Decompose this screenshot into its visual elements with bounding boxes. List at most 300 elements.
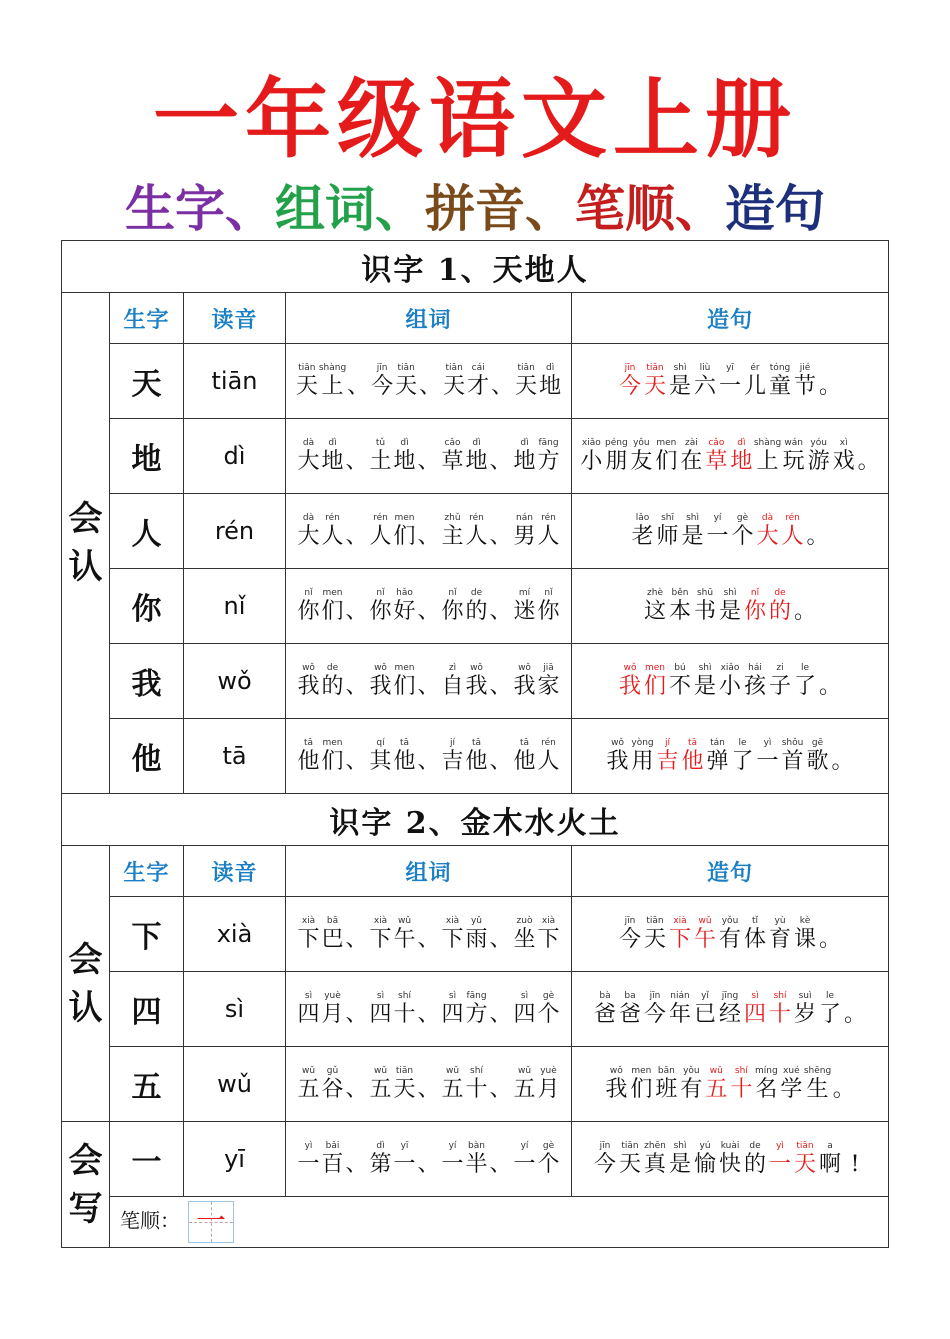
sentence-char <box>618 663 643 700</box>
separator-mark: 、 <box>417 448 440 474</box>
pinyin-annotation: fāng <box>466 990 487 1001</box>
separator <box>418 363 442 400</box>
word-combinations <box>286 1122 572 1197</box>
new-character: 下 <box>110 897 184 972</box>
pinyin-annotation: cǎo <box>708 437 725 448</box>
sentence-char <box>618 363 643 400</box>
pinyin-annotation: wǔ <box>445 1065 460 1076</box>
hanzi: 自 <box>441 673 464 699</box>
separator-mark: 、 <box>417 1151 440 1177</box>
word-char <box>393 588 417 625</box>
separator <box>489 1066 513 1103</box>
sentence-char <box>693 663 718 700</box>
separator-mark: 、 <box>417 1001 440 1027</box>
hanzi: 。 <box>806 523 829 549</box>
separator-mark: 、 <box>489 748 512 774</box>
word-char <box>369 991 393 1028</box>
pinyin-annotation: tā <box>687 737 698 748</box>
pinyin-annotation: jīng <box>721 990 739 1001</box>
hanzi: 们 <box>321 598 344 624</box>
sentence-char <box>679 438 704 475</box>
pinyin-annotation: dì <box>520 437 529 448</box>
word-char <box>321 438 345 475</box>
hanzi: 的 <box>744 1151 767 1177</box>
pinyin-annotation: xià <box>445 915 460 926</box>
pinyin-annotation: men <box>322 587 343 598</box>
pinyin-annotation: nǐ <box>376 587 385 598</box>
word-char <box>393 663 417 700</box>
word-char <box>393 1141 417 1178</box>
hanzi: 节 <box>794 373 817 399</box>
hanzi: 人 <box>537 523 560 549</box>
pinyin-annotation: shì <box>686 512 699 523</box>
pinyin-annotation: tiān <box>621 1140 639 1151</box>
pinyin-annotation: wǔ <box>517 1065 532 1076</box>
example-sentence <box>572 419 889 494</box>
sentence-char <box>743 588 768 625</box>
sentence-char <box>743 916 768 953</box>
sentence-char <box>718 663 743 700</box>
separator-mark: 、 <box>419 373 442 399</box>
hanzi: 爸 <box>619 1001 642 1027</box>
separator <box>417 588 441 625</box>
pinyin-annotation: wǔ <box>709 1065 723 1076</box>
pinyin-annotation: dì <box>472 437 481 448</box>
sentence-char <box>779 1066 804 1103</box>
hanzi: 四 <box>513 1001 536 1027</box>
hanzi: 五 <box>513 1076 536 1102</box>
pinyin-annotation: men <box>656 437 677 448</box>
word-char <box>537 738 561 775</box>
separator <box>489 438 513 475</box>
pinyin-annotation: shì <box>673 1140 687 1151</box>
word-char <box>441 1141 465 1178</box>
side-label <box>62 1122 110 1248</box>
word-char <box>370 363 394 400</box>
pinyin-annotation: nǐ <box>544 587 553 598</box>
pinyin-annotation: zuò <box>516 915 533 926</box>
word-combinations <box>286 1047 572 1122</box>
table-row <box>62 1122 889 1197</box>
pinyin-annotation: tiān <box>445 362 463 373</box>
pinyin-annotation: bǎi <box>325 1140 340 1151</box>
hanzi: 下 <box>441 926 464 952</box>
pinyin-annotation: ba <box>624 990 636 1001</box>
hanzi: 体 <box>744 926 767 952</box>
sentence-char <box>768 991 793 1028</box>
hanzi: 迷 <box>513 598 536 624</box>
hanzi: 一 <box>513 1151 536 1177</box>
stroke-character: 一 <box>196 1204 226 1239</box>
hanzi: 巴 <box>321 926 344 952</box>
hanzi: ! <box>850 1151 860 1177</box>
pinyin-annotation: wǔ <box>301 1065 316 1076</box>
pinyin-annotation: hǎo <box>396 587 413 598</box>
table-row <box>62 569 889 644</box>
word-char <box>297 513 321 550</box>
separator <box>345 991 369 1028</box>
pinyin-annotation: yǒu <box>633 437 650 448</box>
pinyin-annotation: men <box>394 662 415 673</box>
hanzi: 育 <box>769 926 792 952</box>
hanzi: 我 <box>606 748 629 774</box>
section-title-row <box>62 794 889 846</box>
sentence-char <box>843 991 868 1028</box>
separator <box>345 1066 369 1103</box>
hanzi: 学 <box>780 1076 803 1102</box>
separator-mark: 、 <box>489 1001 512 1027</box>
column-header-words: 组词 <box>286 293 572 344</box>
sentence-char <box>680 513 705 550</box>
side-label-char: 会 <box>68 499 103 539</box>
sentence-char <box>818 363 843 400</box>
word-combinations <box>286 419 572 494</box>
character-pinyin: tā <box>184 719 286 794</box>
hanzi: 子 <box>769 673 792 699</box>
separator <box>489 513 513 550</box>
stroke-order-row <box>62 1197 889 1248</box>
hanzi: 下 <box>537 926 560 952</box>
hanzi: 们 <box>393 523 416 549</box>
separator-mark: 、 <box>345 748 368 774</box>
pinyin-annotation: de <box>749 1140 761 1151</box>
pinyin-annotation: wǒ <box>302 662 315 673</box>
hanzi: 课 <box>794 926 817 952</box>
sentence-char <box>780 738 805 775</box>
word-char <box>441 438 465 475</box>
word-char <box>393 1066 417 1103</box>
word-char <box>514 363 538 400</box>
pinyin-annotation: sì <box>751 990 759 1001</box>
sentence-char <box>755 513 780 550</box>
hanzi: 大 <box>297 523 320 549</box>
hanzi: 才 <box>467 373 490 399</box>
hanzi: 的 <box>769 598 792 624</box>
sentence-char <box>805 513 830 550</box>
hanzi: 天 <box>644 373 667 399</box>
hanzi: 你 <box>744 598 767 624</box>
sentence-char <box>655 513 680 550</box>
hanzi: 六 <box>694 373 717 399</box>
word-char <box>321 916 345 953</box>
pinyin-annotation: xì <box>839 437 848 448</box>
sentence-char <box>793 1141 818 1178</box>
hanzi: 友 <box>630 448 653 474</box>
hanzi: 这 <box>644 598 667 624</box>
separator-mark: 、 <box>489 926 512 952</box>
pinyin-annotation: tǔ <box>375 437 386 448</box>
example-sentence <box>572 972 889 1047</box>
hanzi: 你 <box>297 598 320 624</box>
hanzi: 我 <box>513 673 536 699</box>
character-pinyin: sì <box>184 972 286 1047</box>
subtitle-part: 造句 <box>725 179 825 238</box>
hanzi: 人 <box>369 523 392 549</box>
pinyin-annotation: rén <box>469 512 484 523</box>
new-character: 四 <box>110 972 184 1047</box>
pinyin-annotation: yòng <box>631 737 654 748</box>
pinyin-annotation: wán <box>784 437 803 448</box>
separator-mark: 、 <box>345 598 368 624</box>
word-combinations <box>286 494 572 569</box>
hanzi: 地 <box>393 448 416 474</box>
stroke-order-cell <box>110 1197 889 1248</box>
hanzi: 人 <box>781 523 804 549</box>
separator <box>489 738 513 775</box>
hanzi: 是 <box>694 673 717 699</box>
sentence-char <box>806 438 831 475</box>
pinyin-annotation: rén <box>785 512 800 523</box>
separator-mark: 、 <box>417 748 440 774</box>
word-char <box>393 916 417 953</box>
hanzi: 他 <box>681 748 704 774</box>
hanzi: 一 <box>297 1151 320 1177</box>
word-char <box>441 1066 465 1103</box>
hanzi: 今 <box>619 926 642 952</box>
word-char <box>537 663 561 700</box>
hanzi: 天 <box>644 926 667 952</box>
hanzi: 吉 <box>441 748 464 774</box>
section-title: 识字 1、天地人 <box>62 241 889 293</box>
column-header-sentence: 造句 <box>572 293 889 344</box>
pinyin-annotation: xià <box>673 915 687 926</box>
sentence-char <box>605 738 630 775</box>
pinyin-annotation: tā <box>471 737 482 748</box>
pinyin-annotation: jīn <box>376 362 388 373</box>
separator <box>417 916 441 953</box>
page-title: 一年级语文上册 <box>153 70 797 170</box>
pinyin-annotation: shí <box>734 1065 748 1076</box>
hanzi: 了 <box>819 1001 842 1027</box>
word-char <box>369 738 393 775</box>
word-char <box>297 588 321 625</box>
hanzi: 家 <box>537 673 560 699</box>
sentence-char <box>579 438 604 475</box>
subtitle-part: 笔顺、 <box>575 179 725 238</box>
sentence-char <box>831 438 856 475</box>
hanzi: 他 <box>297 748 320 774</box>
side-label <box>62 846 110 1122</box>
word-char <box>465 738 489 775</box>
pinyin-annotation: bān <box>657 1065 675 1076</box>
sentence-char <box>743 991 768 1028</box>
section-title: 识字 2、金木水火土 <box>62 794 889 846</box>
example-sentence <box>572 344 889 419</box>
pinyin-annotation: péng <box>605 437 628 448</box>
separator-mark: 、 <box>345 926 368 952</box>
word-char <box>513 513 537 550</box>
word-char <box>319 363 346 400</box>
pinyin-annotation: nǐ <box>304 587 313 598</box>
hanzi: 五 <box>705 1076 728 1102</box>
hanzi: 是 <box>719 598 742 624</box>
pinyin-annotation: ér <box>750 362 760 373</box>
new-character: 一 <box>110 1122 184 1197</box>
sentence-char <box>679 1066 704 1103</box>
word-char <box>513 991 537 1028</box>
hanzi: 朋 <box>605 448 628 474</box>
pinyin-annotation: tiān <box>796 1140 814 1151</box>
hanzi: 是 <box>669 373 692 399</box>
word-char <box>321 1141 345 1178</box>
pinyin-annotation: sì <box>448 990 457 1001</box>
hanzi: 童 <box>769 373 792 399</box>
pinyin-annotation: dà <box>302 512 315 523</box>
sentence-char <box>655 738 680 775</box>
hanzi: 孩 <box>744 673 767 699</box>
separator <box>489 1141 513 1178</box>
pinyin-annotation: wǒ <box>623 662 637 673</box>
word-char <box>513 663 537 700</box>
new-character: 地 <box>110 419 184 494</box>
hanzi: 月 <box>537 1076 560 1102</box>
pinyin-annotation: suì <box>798 990 812 1001</box>
pinyin-annotation: shàng <box>318 362 347 373</box>
hanzi: 地 <box>321 448 344 474</box>
hanzi: 男 <box>513 523 536 549</box>
pinyin-annotation: wǒ <box>611 737 624 748</box>
hanzi: 的 <box>321 673 344 699</box>
hanzi: 吉 <box>656 748 679 774</box>
word-char <box>513 438 537 475</box>
hanzi: 天 <box>393 1076 416 1102</box>
sentence-char <box>793 663 818 700</box>
hanzi: 了 <box>731 748 754 774</box>
pinyin-annotation: yì <box>304 1140 313 1151</box>
word-char <box>321 738 345 775</box>
hanzi: 们 <box>321 748 344 774</box>
pinyin-annotation: yóu <box>810 437 827 448</box>
hanzi: 。 <box>819 373 842 399</box>
example-sentence <box>572 719 889 794</box>
word-char <box>465 1066 489 1103</box>
hanzi: 啊 <box>819 1151 842 1177</box>
pinyin-annotation: zhēn <box>644 1140 666 1151</box>
sentence-char <box>818 991 843 1028</box>
hanzi: 上 <box>756 448 779 474</box>
sentence-char <box>629 1066 654 1103</box>
sentence-char <box>768 363 793 400</box>
sentence-char <box>654 1066 679 1103</box>
word-char <box>465 438 489 475</box>
hanzi: 岁 <box>794 1001 817 1027</box>
hanzi: 有 <box>719 926 742 952</box>
hanzi: 草 <box>441 448 464 474</box>
pinyin-annotation: liù <box>699 362 711 373</box>
separator <box>345 916 369 953</box>
sentence-char <box>718 916 743 953</box>
pinyin-annotation: tā <box>399 737 410 748</box>
sentence-char <box>768 663 793 700</box>
word-char <box>513 588 537 625</box>
pinyin-annotation: míng <box>755 1065 778 1076</box>
hanzi: 已 <box>694 1001 717 1027</box>
sentence-char <box>730 738 755 775</box>
sentence-char <box>743 1141 768 1178</box>
word-char <box>369 438 393 475</box>
column-header-words: 组词 <box>286 846 572 897</box>
sentence-char <box>704 1066 729 1103</box>
hanzi: 小 <box>580 448 603 474</box>
hanzi: 一 <box>769 1151 792 1177</box>
sentence-char <box>818 1141 843 1178</box>
character-pinyin: wǔ <box>184 1047 286 1122</box>
pinyin-annotation: tā <box>303 737 314 748</box>
sentence-char <box>618 991 643 1028</box>
table-row <box>62 644 889 719</box>
word-char <box>321 991 345 1028</box>
hanzi: 。 <box>819 673 842 699</box>
pinyin-annotation: yī <box>726 362 734 373</box>
pinyin-annotation: le <box>800 662 810 673</box>
sentence-char <box>618 1141 643 1178</box>
column-header-row <box>62 846 889 897</box>
word-char <box>441 738 465 775</box>
separator-mark: 、 <box>491 373 514 399</box>
sentence-char <box>668 363 693 400</box>
pinyin-annotation: xiǎo <box>720 662 740 673</box>
sentence-char <box>804 1066 831 1103</box>
word-char <box>537 1066 561 1103</box>
hanzi: 下 <box>669 926 692 952</box>
hanzi: 我 <box>369 673 392 699</box>
hanzi: 经 <box>719 1001 742 1027</box>
hanzi: 个 <box>731 523 754 549</box>
separator-mark: 、 <box>417 598 440 624</box>
hanzi: 你 <box>369 598 392 624</box>
hanzi: 土 <box>369 448 392 474</box>
hanzi: 是 <box>681 523 704 549</box>
sentence-char <box>805 738 830 775</box>
hanzi: 下 <box>297 926 320 952</box>
hanzi: 其 <box>369 748 392 774</box>
vocabulary-table <box>61 240 889 1248</box>
pinyin-annotation: bú <box>674 662 686 673</box>
separator-mark: 、 <box>345 1151 368 1177</box>
table-row <box>62 719 889 794</box>
pinyin-annotation: xiǎo <box>581 437 601 448</box>
sentence-char <box>593 1141 618 1178</box>
pinyin-annotation: tǐ <box>752 915 759 926</box>
pinyin-annotation: fāng <box>538 437 559 448</box>
pinyin-annotation: le <box>738 737 747 748</box>
pinyin-annotation: men <box>645 662 666 673</box>
pinyin-annotation: dì <box>400 437 409 448</box>
sentence-char <box>793 363 818 400</box>
separator-mark: 、 <box>417 673 440 699</box>
hanzi: 五 <box>441 1076 464 1102</box>
sentence-char <box>668 916 693 953</box>
pinyin-annotation: yǔ <box>470 915 483 926</box>
side-label-char: 写 <box>68 1188 103 1229</box>
pinyin-annotation: rén <box>541 512 556 523</box>
pinyin-annotation: nǐ <box>750 587 760 598</box>
hanzi: 。 <box>857 448 880 474</box>
hanzi: 天 <box>443 373 466 399</box>
sentence-char <box>730 513 755 550</box>
stroke-order-label: 笔顺： <box>120 1208 180 1233</box>
pinyin-annotation: shì <box>673 362 687 373</box>
pinyin-annotation: shí <box>398 990 411 1001</box>
word-char <box>466 363 490 400</box>
word-char <box>297 1066 321 1103</box>
hanzi: 四 <box>744 1001 767 1027</box>
separator <box>345 588 369 625</box>
sentence-char <box>668 588 693 625</box>
sentence-char <box>718 588 743 625</box>
hanzi: 天 <box>295 373 318 399</box>
sentence-char <box>768 588 793 625</box>
